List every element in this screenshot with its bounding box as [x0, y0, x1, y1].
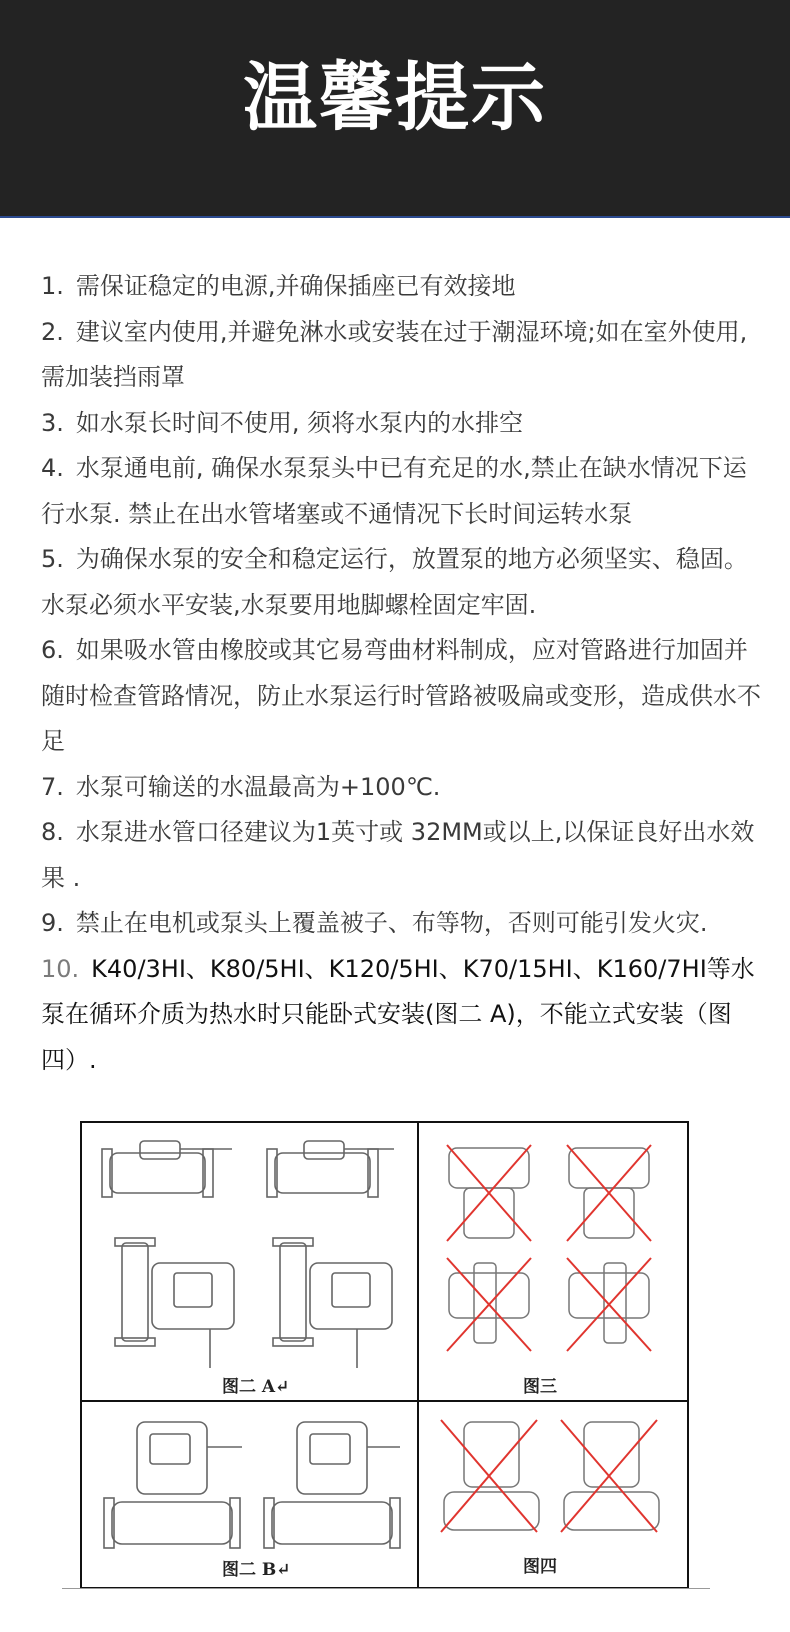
note-number: 8. — [41, 818, 64, 846]
note-number: 1. — [41, 272, 64, 300]
page-title: 温馨提示 — [243, 55, 547, 141]
caption-fig4: 图四 — [523, 1557, 557, 1577]
note-text: 水泵通电前, 确保水泵泵头中已有充足的水,禁止在缺水情况下运行水泵. 禁止在出水管堵塞或不通情况下长时间运转水泵 — [41, 454, 747, 528]
note-number: 10. — [41, 954, 80, 983]
note-item — [41, 310, 761, 401]
pump-illustrations-fig2a — [82, 1123, 417, 1400]
note-text: K40/3HI、K80/5HI、K120/5HI、K70/15HI、K160/7HI等水泵在循环介质为热水时只能卧式安装(图二 A)，不能立式安装（图四）. — [41, 954, 755, 1074]
note-number: 6. — [41, 636, 64, 664]
caption-fig2b: 图二 B↵ — [222, 1560, 291, 1580]
note-number: 9. — [41, 909, 64, 937]
installation-figure — [80, 1121, 689, 1589]
note-item — [41, 537, 761, 628]
note-item — [41, 901, 761, 947]
note-item — [41, 810, 761, 901]
note-number: 3. — [41, 408, 64, 437]
caption-fig3: 图三 — [523, 1377, 557, 1397]
note-item — [41, 765, 761, 811]
note-item — [41, 264, 761, 310]
panel-fig4 — [419, 1402, 687, 1587]
note-number: 4. — [41, 454, 64, 482]
pump-illustrations-fig3 — [419, 1123, 687, 1400]
note-item — [41, 628, 761, 765]
page-header — [0, 0, 790, 218]
note-text: 如果吸水管由橡胶或其它易弯曲材料制成，应对管路进行加固并随时检查管路情况，防止水泵运行时管路被吸扁或变形，造成供水不足 — [41, 636, 761, 755]
note-number: 5. — [41, 545, 64, 573]
note-text: 水泵可输送的水温最高为+100℃. — [75, 772, 441, 801]
note-text: 建议室内使用,并避免淋水或安装在过于潮湿环境;如在室外使用,需加装挡雨罩 — [41, 317, 748, 391]
figure-baseline — [62, 1588, 710, 1589]
caption-fig2a: 图二 A↵ — [222, 1377, 290, 1397]
note-number: 2. — [41, 317, 64, 346]
note-text: 为确保水泵的安全和稳定运行，放置泵的地方必须坚实、稳固。水泵必须水平安装,水泵要用地脚螺栓固定牢固. — [41, 545, 748, 619]
notes-list — [41, 264, 761, 1083]
note-item — [41, 446, 761, 537]
panel-fig2a — [82, 1123, 417, 1400]
panel-fig2b — [82, 1402, 417, 1587]
panel-fig3 — [419, 1123, 687, 1400]
note-text: 如水泵长时间不使用, 须将水泵内的水排空 — [75, 408, 524, 437]
note-text: 禁止在电机或泵头上覆盖被子、布等物，否则可能引发火灾. — [75, 909, 708, 937]
note-number: 7. — [41, 772, 64, 801]
note-text: 需保证稳定的电源,并确保插座已有效接地 — [75, 272, 516, 300]
note-text: 水泵进水管口径建议为1英寸或 32MM或以上,以保证良好出水效果 . — [41, 818, 755, 892]
note-item — [41, 401, 761, 447]
note-item — [41, 947, 761, 1084]
